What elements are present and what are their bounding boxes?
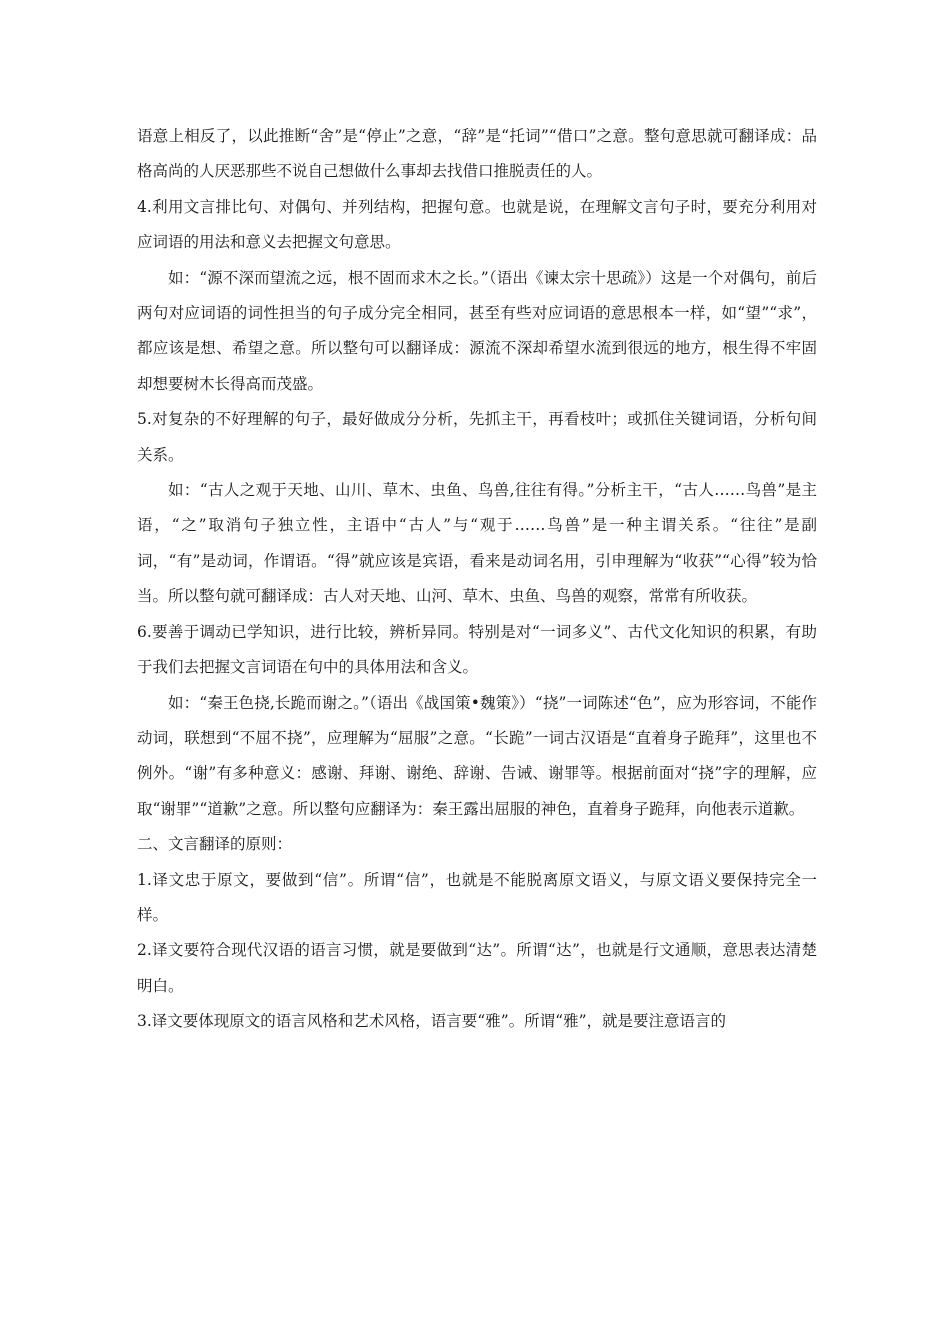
paragraph-10: 2.译文要符合现代汉语的语言习惯，就是要做到“达”。所谓“达”，也就是行文通顺，意思表达清楚明白。 — [137, 941, 817, 995]
paragraph-3: 如：“源不深而望流之远，根不固而求木之长。”（语出《谏太宗十思疏》）这是一个对偶句，前后两句对应词语的词性担当的句子成分完全相同，甚至有些对应词语的意思根本一样，如“望”“求”，都应该是想、希望之意。所以整句可以翻译成：源流不深却希望水流到很远的地方，根生得不牢固却想要树木长得高而茂盛。 — [137, 268, 817, 393]
paragraph-2: 4.利用文言排比句、对偶句、并列结构，把握句意。也就是说，在理解文言句子时，要充分利用对应词语的用法和意义去把握文句意思。 — [137, 197, 817, 252]
section-heading: 二、文言翻译的原则： — [137, 835, 293, 854]
paragraph-9: 1.译文忠于原文，要做到“信”。所谓“信”，也就是不能脱离原文语义，与原文语义要保持完全一样。 — [137, 870, 817, 924]
paragraph-4: 5.对复杂的不好理解的句子，最好做成分分析，先抓主干，再看枝叶；或抓住关键词语，分析句间关系。 — [137, 410, 817, 464]
paragraph-7: 如：“秦王色挠,长跪而谢之。”（语出《战国策•魏策》）“挠”一词陈述“色”，应为形容词，不能作动词，联想到“不屈不挠”，应理解为“屈服”之意。“长跪”一词古汉语是“直着身子跪拜”，这里也不例外。“谢”有多种意义：感谢、拜谢、谢绝、辞谢、告诫、谢罪等。根据前面对“挠”字的理解，应取“谢罪”“道歉”之意。所以整句应翻译为：秦王露出屈服的神色，直着身子跪拜，向他表示道歉。 — [137, 693, 817, 818]
paragraph-1: 语意上相反了，以此推断“舍”是“停止”之意，“辞”是“托词”“借口”之意。整句意思就可翻译成：品格高尚的人厌恶那些不说自己想做什么事却去找借口推脱责任的人。 — [137, 127, 817, 181]
document-body — [137, 119, 817, 1040]
paragraph-5: 如：“古人之观于天地、山川、草木、虫鱼、鸟兽,往往有得。”分析主干，“古人……鸟兽”是主语，“之”取消句子独立性，主语中“古人”与“观于……鸟兽”是一种主谓关系。“往往”是副词，“有”是动词，作谓语。“得”就应该是宾语，看来是动词名用，引申理解为“收获”“心得”较为恰当。所以整句就可翻译成：古人对天地、山河、草木、虫鱼、鸟兽的观察，常常有所收获。 — [137, 481, 817, 606]
paragraph-11: 3.译文要体现原文的语言风格和艺术风格，语言要“雅”。所谓“雅”，就是要注意语言的 — [137, 1012, 726, 1031]
paragraph-6: 6.要善于调动已学知识，进行比较，辨析异同。特别是对“一词多义”、古代文化知识的积累，有助于我们去把握文言词语在句中的具体用法和含义。 — [137, 622, 817, 677]
